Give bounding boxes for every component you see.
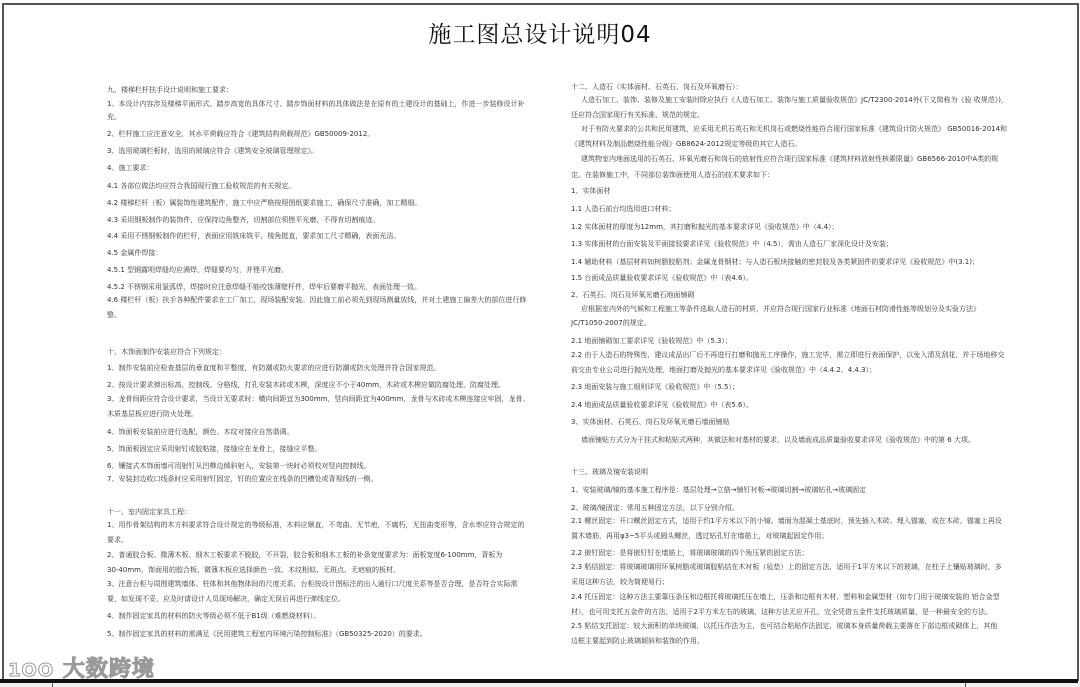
text-line: 2.5 粘结支托固定：较大面积的单块玻璃，以托压作法为主，也可结合粘贴作法固定，玻璃本身质量荷载主要落在下部边框或砌体上，其他 bbox=[571, 622, 998, 630]
text-line: 整。 bbox=[107, 311, 121, 319]
text-line: 要，如发现不妥，应及时请设计人员现场解决，确定无误后再进行弹线定位。 bbox=[107, 595, 345, 603]
watermark-logo: 1OO bbox=[8, 660, 55, 681]
title-block-divider bbox=[965, 683, 966, 687]
text-line: 1.2 实体面材的厚度为12mm，其打磨和抛光的基本要求详见《验收规范》中（4.4）； bbox=[571, 223, 839, 231]
text-line: 边框主要起到防止玻璃倾斜和装饰的作用。 bbox=[571, 637, 704, 645]
text-line: 30-40mm，饰面用的胶合板、微薄木板应选择颜色一致、木纹相似、无斑点、无疤痕的板材。 bbox=[107, 566, 400, 574]
text-line: 《建筑材料及制品燃烧性能分级》GB8624-2012规定等级的其它人造石。 bbox=[571, 140, 802, 148]
text-line: 4.5 金属件焊接： bbox=[107, 249, 163, 257]
text-line: 1、本设计内容涉及楼梯平面形式、踏步高宽的具体尺寸、踏步饰面材料的具体做法是在原有的土建设计的基础上，作进一步装修设计补 bbox=[107, 100, 525, 108]
text-line: 2、普通胶合板、微薄木板、细木工板要求不脱胶，不开裂，胶合板和细木工板的补条宽度要求为：面板宽度6-100mm，背板为 bbox=[107, 551, 503, 559]
text-line: 2、石英石、岗石及环氧光磨石地面铺砌 bbox=[571, 291, 695, 299]
text-line: 2.3 粘结固定：将玻璃玻璃用环氧树脂或玻璃胶粘结在木衬板（毡垫）上的固定方法，适用于1平方米以下的玻璃，在柱子上镶贴玻璃时，多 bbox=[571, 563, 1002, 571]
section-heading: 九、楼梯栏杆扶手设计说明和施工要求： bbox=[107, 86, 233, 94]
text-line: 4.5.2 不锈钢采用氩弧焊，焊接时应注意焊缝不能咬蚀薄壁杆件，焊牢后要磨平抛光，表面处理一致。 bbox=[107, 283, 422, 291]
text-line: 定。在装修施工中，不同部位装饰面使用人造石的技术要求如下： bbox=[571, 171, 774, 179]
text-line: 4.4 采用不锈钢板制作的栏杆，表面应用铣床铣平，棱角挺直，要求加工尺寸精确，表面光洁。 bbox=[107, 232, 401, 240]
title-block-strip bbox=[0, 683, 1080, 687]
text-line: 2、玻璃/镜固定：常用五种固定方法，以下分别介绍。 bbox=[571, 504, 739, 512]
text-line: 2.1 螺丝固定：开口螺丝固定方式，适用于约1平方米以下的小镜。墙面为混凝土基底时，预先插入木砖、埋入锚塞，或在木砖、锚塞上再设 bbox=[571, 517, 1002, 525]
text-line: 5、饰面板固定应采用射钉或胶粘接，接缝应在龙骨上，接缝应平整。 bbox=[107, 445, 322, 453]
text-line: 1、实体面材 bbox=[571, 187, 611, 195]
text-line: 2.4 托压固定：这种方法主要靠压条压和边框托将玻璃托压在墙上，压条和边框有木材、塑料和金属型材（如专门用于玻璃安装的 铝合金型 bbox=[571, 593, 1000, 601]
text-line: 4、施工要求： bbox=[107, 164, 154, 172]
section-heading: 十三、玻璃及镜安装说明 bbox=[571, 468, 648, 476]
text-line: 1、制作安装前应检查基层的垂直度和平整度，有防潮或防火要求的应进行防潮或防火处理并符合国家规范。 bbox=[107, 364, 441, 372]
text-line: 4、饰面板安装前应进行选配，颜色、木纹对接应自然谐调。 bbox=[107, 428, 294, 436]
text-line: 1.4 辅助材料（基层材料如树脂胶粘剂；金属龙骨钢材；与人造石板块接触的密封胶及各类紧固件的要求详见《验收规范》中(3.1)； bbox=[571, 258, 979, 266]
text-line: 材），也可用支托五金件的方法，适用于2平方米左右的玻璃，这种方法无应开孔，完全凭借五金件支托玻璃质量，是一种最安全的方法。 bbox=[571, 608, 992, 616]
page-title: 施工图总设计说明04 bbox=[428, 22, 652, 48]
text-line: 3、注意台柜与周围建筑墙体、柱体和其他物体间的尺度关系，台柜按设计图标注的出入通行口尺度关系等是否合理，是否符合实际需 bbox=[107, 580, 518, 588]
text-line: 4.2 楼梯栏杆（板）属装饰性建筑配件，施工中应严格按照图纸要求施工，确保尺寸准确，加工精细。 bbox=[107, 199, 422, 207]
text-line: 还应符合国家现行有关标准、规范的规定。 bbox=[571, 111, 704, 119]
text-line: 4.5.1 型钢露明焊缝均应满焊，焊缝要均匀，并锉平光磨。 bbox=[107, 266, 289, 274]
text-line: 4.6 楼栏杆（板）扶手各种配件要求在工厂加工，现场装配安装。因此施工前必须先到现场测量放线，并对土建施工偏差大的部位进行修 bbox=[107, 296, 527, 304]
text-line: 对于有防火要求的公共和民用建筑，应采用无机石英石和无机岗石或燃烧性能符合现行国家标准《建筑设计防火规范》 GB50016-2014和 bbox=[581, 125, 1008, 133]
watermark bbox=[8, 652, 155, 683]
title-block-divider bbox=[52, 683, 53, 687]
text-line: 1.5 台面成品质量验收要求详见《验收规范》中（表4.6）。 bbox=[571, 274, 753, 282]
text-line: 采用这种方法，较为简便易行； bbox=[571, 578, 669, 586]
section-heading: 十二、人造石（实体面材、石英石、岗石及环氧磨石）： bbox=[571, 83, 743, 91]
text-line: 应根据室内外的气候和工程施工等条件选取人造石的材质，并应符合现行国家行业标准《地面石材防滑性能等级划分及实验方法》 bbox=[581, 305, 980, 313]
text-line: 置木墙筋，再用φ3~5平头或圆头螺丝，透过钻孔钉在墙筋上，对玻璃起固定作用； bbox=[571, 532, 829, 540]
text-line: 2.2 由于人造石的特殊性，建议成品出厂后不再进行打磨和抛光工序操作，施工完毕，需立即进行表面保护，以免入渍及刮花，并于场地移交 bbox=[571, 351, 1005, 359]
text-line: 1.1 人造石前台均选用进口材料； bbox=[571, 205, 676, 213]
text-line: 2.1 地面铺砌加工要求详见《验收规范》中（5.3）； bbox=[571, 337, 732, 345]
text-line: 1、用作骨架结构的木方料要求符合设计规定的等级标准，木料应顺直，不弯曲、无节疤，不腐朽，无扭曲变形等，含水率应符合规定的 bbox=[107, 521, 525, 529]
text-line: 木质基层板应进行防火处理。 bbox=[107, 410, 198, 418]
text-line: 3、实体面材、石英石、岗石及环氧光磨石墙面铺贴 bbox=[571, 418, 730, 426]
text-line: 2.2 嵌钉固定：是将嵌钉钉在墙筋上，将玻璃玻璃的四个角压紧的固定方法； bbox=[571, 549, 809, 557]
text-line: 前交由专业公司进行抛光处理，地面打磨及抛光的基本要求详见《验收规范》中（4.4.2、4.4.3）； bbox=[571, 366, 877, 374]
watermark-text: 大数跨境 bbox=[62, 657, 155, 682]
text-line: 充。 bbox=[107, 113, 121, 121]
text-line: 2、按设计要求弹出标高、控制线、分格线，打孔安装木砖或木楔，深度应不小于40mm，木砖或木楔应做防腐处理，防腐处理。 bbox=[107, 381, 505, 389]
text-line: 1、安装玻璃/镜的基本施工程序是：基层处理→立筋→铺钉衬板→玻璃切割→玻璃钻孔→玻璃固定 bbox=[571, 486, 867, 494]
text-line: 2、栏杆施工应注意安全，其水平荷载应符合《建筑结构荷载规范》GB50009-2012。 bbox=[107, 130, 375, 138]
text-line: JC/T1050-2007的规定。 bbox=[571, 319, 651, 327]
text-line: 4.3 采用钢板制作的装饰件，应保持边角整齐，切割部位须锉平光磨，不得有切割痕迹。 bbox=[107, 216, 380, 224]
text-line: 4.1 各部位做法均应符合我国现行施工验收规范的有关规定。 bbox=[107, 182, 296, 190]
text-line: 2.3 地面安装与施工细则详见《验收规范》中（5.5）； bbox=[571, 383, 739, 391]
text-line: 6、镶接式木饰面墙可用射钉从凹榫边倾斜射入，安装第一块时必须校对竖向控制线。 bbox=[107, 462, 371, 470]
text-line: 4、制作固定家具的材料的防火等级必须不低于B1级（难燃烧材料）。 bbox=[107, 612, 321, 620]
text-line: 1.3 实体面材的台面安装及平面接驳要求详见《验收规范》中（4.5），需由人造石厂家深化设计及安装； bbox=[571, 240, 893, 248]
text-line: 2.4 地面成品质量验收要求详见《验收规范》中（表5.6）。 bbox=[571, 401, 753, 409]
text-line: 7、安装封边收口线条时应采用射钉固定，钉的位置应在线条的凹槽处或背视线的一侧。 bbox=[107, 475, 378, 483]
text-line: 墙面铺贴方式分为干挂式和粘贴式两种，其做法和对基材的要求，以及墙面成品质量验收要求详见《验收规范》中的第 6 大项。 bbox=[581, 436, 975, 444]
section-heading: 十、木饰面制作安装应符合下列规定： bbox=[107, 348, 226, 356]
text-line: 要求。 bbox=[107, 536, 128, 544]
text-line: 人造石加工、装饰、装修及施工安装时除应执行《人造石加工、装饰与施工质量验收规范》JC/T2300-2014外(下文简称为《验 收规范》)， bbox=[581, 96, 1008, 104]
section-heading: 十一、室内固定家具工程： bbox=[107, 508, 191, 516]
text-line: 3、龙骨间距应符合设计要求，当设计无要求时：横向间距宜为300mm，竖向间距宜为400mm，龙骨与木砖或木楔连接应牢固，龙骨、 bbox=[107, 395, 530, 403]
text-line: 5、制作固定家具的材料的需满足《民用建筑工程室内环境污染控制标准》（GB50325-2020）的要求。 bbox=[107, 630, 427, 638]
text-line: 3、选用玻璃栏板时，选用的玻璃应符合《建筑安全玻璃管理规定》。 bbox=[107, 147, 318, 155]
text-line: 建筑物室内地面选用的石英石、环氧光磨石和岗石的放射性应符合现行国家标准《建筑材料放射性核素限量》GB6566-2010中A类的规 bbox=[581, 155, 999, 163]
